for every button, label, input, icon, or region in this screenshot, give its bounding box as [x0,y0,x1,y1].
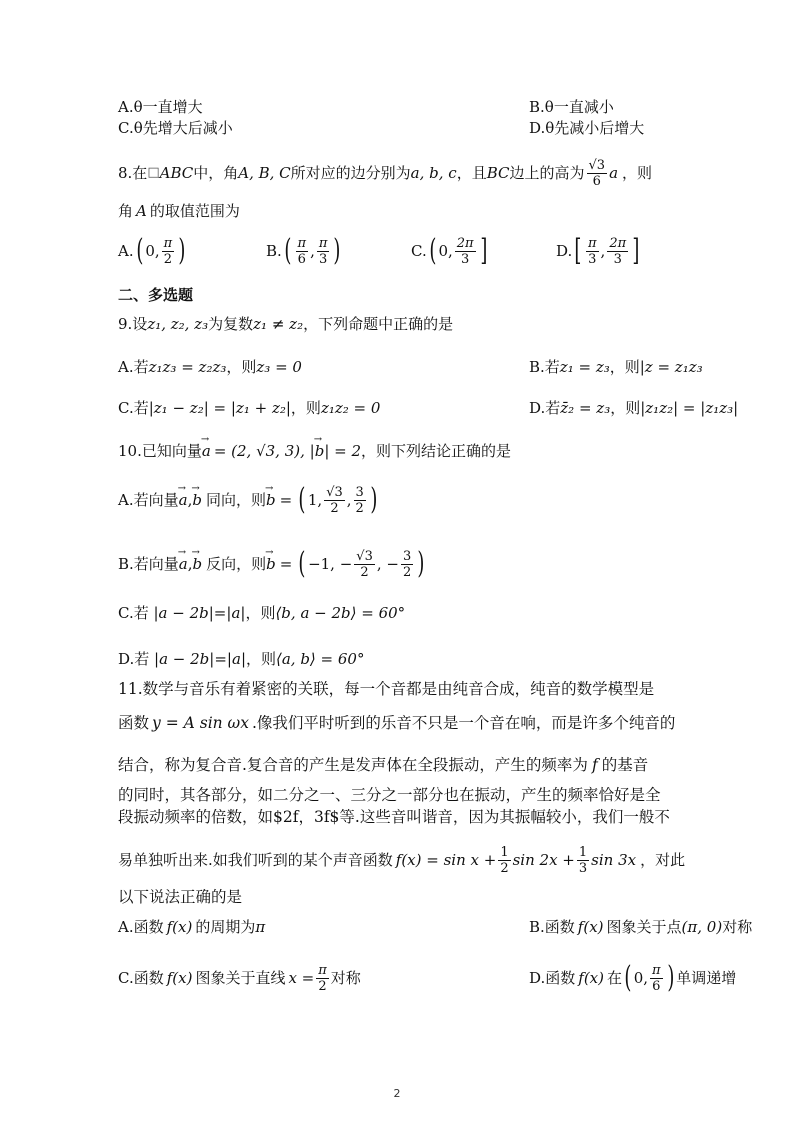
q10-option-a: A.若向量 → a , → b 同向，则 → b = ( 1, $\frac{√3}{2}$ , $\frac{3}{2}$ ) [118,480,678,520]
q8-text: 中，角 [193,164,239,182]
q8-stem-line2 [118,200,678,222]
q8-stem [118,158,678,188]
q8-math: ABC [159,164,194,182]
q7-row-2 [118,117,678,139]
q8-math: BC [486,164,510,182]
q9-option-c: C.若 |z₁ − z₂| = |z₁ + z₂| ，则 z₁z₂ = 0 [118,399,381,417]
q8-option-d: D. [ $\frac{\pi}{3}$ , $\frac{2\pi}{3}$ ] [556,233,640,268]
q11-paragraph-line-5: 段振动频率的倍数，如$2f，3f$等.这些音叫谐音，因为其振幅较小，我们一般不 [118,808,670,826]
q8-math: A, B, C [238,164,291,182]
triangle-symbol: □ [147,165,160,180]
q10-option-b: B.若向量 → a , → b 反向，则 → b = ( −1, − $\frac{√3}{2}$ , − $\frac{3}{2}$ ) [118,544,678,584]
q7-row-1 [118,96,678,118]
q9-option-d: D.若 z̄₂ = z₃ ，则 |z₁z₂| = |z₁z₃| [529,399,739,417]
q8-option-c: C. ( 0, $\frac{2\pi}{3}$ ] [411,233,487,268]
q10-option-c: C.若 | a − 2b |=| a |，则 ⟨b, a − 2b⟩ = 60° [118,604,406,622]
q11-row-2 [118,960,737,996]
q8-text: ，则 [622,164,653,182]
q8-text: ，且 [456,164,487,182]
q8-text: 角 [118,202,134,220]
q10-option-d: D.若 | a − 2b |=| a |，则 ⟨a, b⟩ = 60° [118,650,365,668]
q8-text: 的取值范围为 [149,202,240,220]
q9-option-a: A.若 z₁z₃ = z₂z₃ ，则 z₃ = 0 [118,358,302,376]
page-number: 2 [393,1087,401,1100]
q10-stem: 10.已知向量 → a = (2, √3, 3), | → b | = 2 ，则下列结论正确的是 [118,440,678,462]
q8-text: 所对应的边分别为 [290,164,411,182]
q11-paragraph-line-7: 以下说法正确的是 [118,888,243,906]
q11-paragraph-line-1: 11.数学与音乐有着紧密的关联，每一个音都是由纯音合成，纯音的数学模型是 [118,680,655,698]
q11-option-c: C.函数 f(x) 图象关于直线 x = $\frac{\pi}{2}$ 对称 [118,962,361,994]
q7-option-b: B.θ一直减小 [529,98,614,116]
q7-option-d: D.θ先减小后增大 [529,119,645,137]
q8-text: 8.在 [118,164,148,182]
q11-paragraph-line-2: 函数 y = A sin ωx .像我们平时听到的乐音不只是一个音在响，而是许多个纯音的 [118,714,676,732]
q11-paragraph-line-4: 的同时，其各部分，如二分之一、三分之一部分也在振动，产生的频率恰好是全 [118,786,661,804]
q9-stem: 9.设 z₁, z₂, z₃ 为复数 z₁ ≠ z₂ ，下列命题中正确的是 [118,315,454,333]
q9-row-1 [118,356,703,378]
q8-math: a [609,164,619,182]
q11-paragraph-line-3: 结合，称为复合音.复合音的产生是发声体在全段振动，产生的频率为 f 的基音 [118,756,649,774]
q8-fraction: $\frac{√3}{6}$ [588,157,606,189]
q8-option-a: A. ( 0, $\frac{\pi}{2}$ ) [118,233,186,268]
q7-option-c: C.θ先增大后减小 [118,119,233,137]
q8-options [118,233,678,269]
q11-option-b: B.函数 f(x) 图象关于点 (π, 0) 对称 [529,918,753,936]
q8-text: 边上的高为 [509,164,585,182]
q11-option-d: D.函数 f(x) 在 ( 0, $\frac{\pi}{6}$ ) 单调递增 [529,960,737,995]
q8-math: A [136,202,147,220]
q11-row-1 [118,916,753,938]
q7-option-a: A.θ一直增大 [118,98,203,116]
q8-option-b: B. ( $\frac{\pi}{6}$ , $\frac{\pi}{3}$ ) [266,233,341,268]
q8-math: a, b, c [410,164,457,182]
q9-row-2 [118,397,739,419]
q9-option-b: B.若 z₁ = z₃ ，则| z = z₁z₃ [529,358,703,376]
q11-option-a: A.函数 f(x) 的周期为 π [118,918,266,936]
q11-paragraph-line-6: 易单独听出来.如我们听到的某个声音函数 f(x) = sin x + $\frac{1}{2}$ sin 2x + $\frac{1}{3}$ sin 3x ，对此 [118,844,686,876]
section-heading: 二、多选题 [118,286,194,304]
